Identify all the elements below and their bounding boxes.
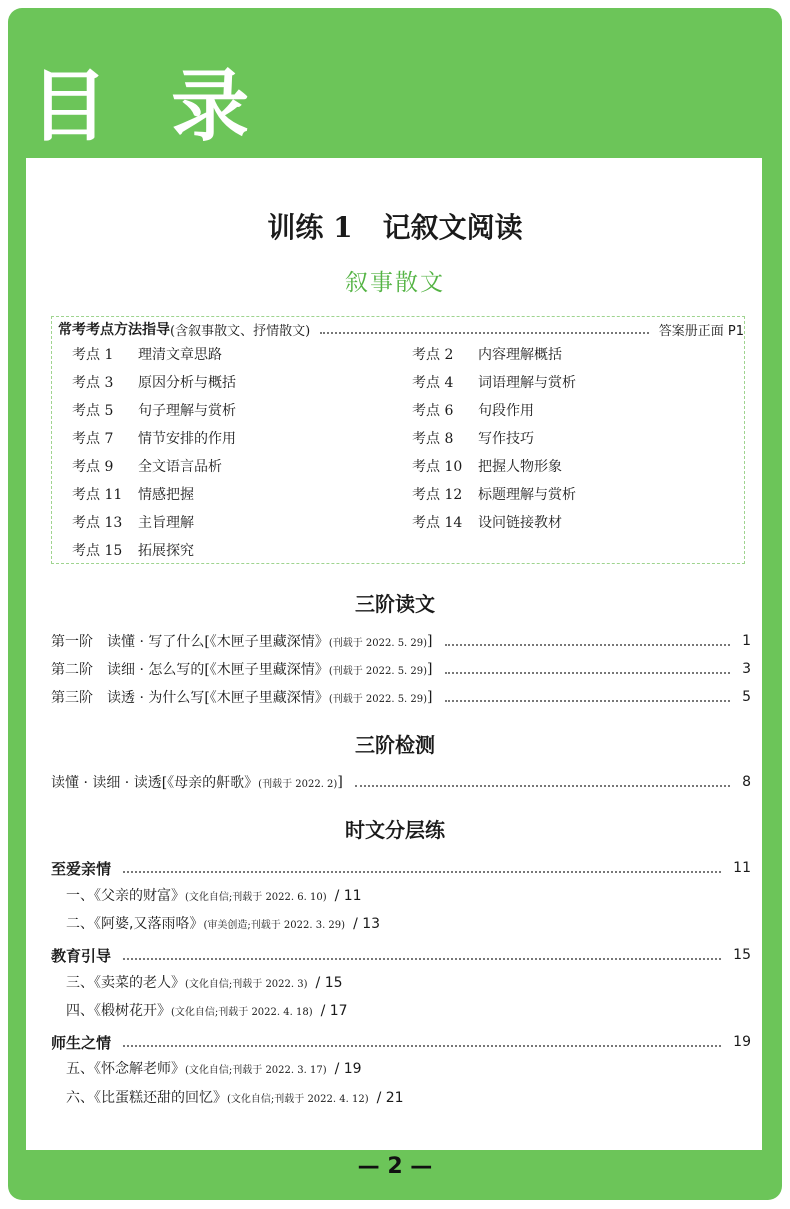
article-item[interactable]: 二、《阿婆,又落雨咯》(审美创造;刊载于 2022. 3. 29) / 13 — [66, 916, 381, 932]
article-item[interactable]: 三、《卖菜的老人》(文化自信;刊载于 2022. 3) / 15 — [66, 975, 343, 991]
section-title-reading: 三阶读文 — [355, 592, 435, 616]
page-number: 1 — [742, 633, 751, 649]
training-title — [0, 206, 790, 246]
toc-row[interactable]: 第三阶 读透 · 为什么写[《木匣子里藏深情》 (刊载于 2022. 5. 29) ] 5 — [51, 689, 751, 706]
article-item[interactable]: 四、《椴树花开》(文化自信;刊载于 2022. 4. 18) / 17 — [66, 1003, 348, 1019]
page-number: 5 — [742, 689, 751, 705]
category-row[interactable]: 至爱亲情 11 — [51, 859, 751, 878]
toc-row[interactable]: 第一阶 读懂 · 写了什么[《木匣子里藏深情》 (刊载于 2022. 5. 29) ] 1 — [51, 633, 751, 650]
key-point[interactable]: 考点 10 把握人物形象 — [412, 459, 562, 475]
training-name: 记叙文阅读 — [382, 211, 523, 244]
page-footer-number: — 2 — — [357, 1154, 433, 1179]
leader-dots — [445, 664, 731, 674]
article-item[interactable]: 一、《父亲的财富》(文化自信;刊载于 2022. 6. 10) / 11 — [66, 888, 362, 904]
category-row[interactable]: 教育引导 15 — [51, 946, 751, 965]
leader-dots — [355, 777, 730, 787]
leader-dots — [320, 324, 649, 334]
key-point[interactable]: 考点 8 写作技巧 — [412, 431, 534, 447]
leader-dots — [123, 863, 721, 873]
training-subtitle: 叙事散文 — [345, 270, 445, 296]
page-number: 8 — [742, 774, 751, 790]
leader-dots — [123, 1037, 721, 1047]
key-point[interactable]: 考点 12 标题理解与赏析 — [412, 487, 576, 503]
toc-row[interactable]: 第二阶 读细 · 怎么写的[《木匣子里藏深情》 (刊载于 2022. 5. 29) ] 3 — [51, 661, 751, 678]
toc-row[interactable]: 读懂 · 读细 · 读透[《母亲的鼾歌》 (刊载于 2022. 2) ] 8 — [51, 774, 751, 791]
key-point[interactable]: 考点 15 拓展探究 — [72, 543, 194, 559]
guide-answer-ref: 答案册正面 P1 — [658, 323, 744, 339]
page-number: 3 — [742, 661, 751, 677]
guide-header[interactable] — [58, 318, 748, 340]
key-point[interactable]: 考点 9 全文语言品析 — [72, 459, 222, 475]
page-number: 15 — [733, 947, 751, 963]
key-point[interactable]: 考点 6 句段作用 — [412, 403, 534, 419]
section-title-test: 三阶检测 — [355, 733, 435, 757]
key-point[interactable]: 考点 3 原因分析与概括 — [72, 375, 236, 391]
key-point[interactable]: 考点 7 情节安排的作用 — [72, 431, 236, 447]
leader-dots — [445, 692, 731, 702]
article-item[interactable]: 五、《怀念解老师》(文化自信;刊载于 2022. 3. 17) / 19 — [66, 1061, 362, 1077]
category-row[interactable]: 师生之情 19 — [51, 1033, 751, 1052]
key-point[interactable]: 考点 1 理清文章思路 — [72, 347, 222, 363]
key-point[interactable]: 考点 11 情感把握 — [72, 487, 194, 503]
key-point[interactable]: 考点 14 设问链接教材 — [412, 515, 562, 531]
key-point[interactable]: 考点 5 句子理解与赏析 — [72, 403, 236, 419]
leader-dots — [123, 950, 721, 960]
key-point[interactable]: 考点 2 内容理解概括 — [412, 347, 562, 363]
guide-scope: (含叙事散文、抒情散文) — [170, 323, 311, 339]
key-point[interactable]: 考点 13 主旨理解 — [72, 515, 194, 531]
page-title: 目 录 — [30, 62, 268, 152]
leader-dots — [445, 636, 731, 646]
section-title-practice: 时文分层练 — [345, 818, 445, 842]
training-number: 训练 1 — [267, 211, 353, 244]
page-number: 11 — [733, 860, 751, 876]
key-point[interactable]: 考点 4 词语理解与赏析 — [412, 375, 576, 391]
guide-label: 常考考点方法指导 — [58, 322, 170, 338]
page-number: 19 — [733, 1034, 751, 1050]
article-item[interactable]: 六、《比蛋糕还甜的回忆》(文化自信;刊载于 2022. 4. 12) / 21 — [66, 1090, 404, 1106]
